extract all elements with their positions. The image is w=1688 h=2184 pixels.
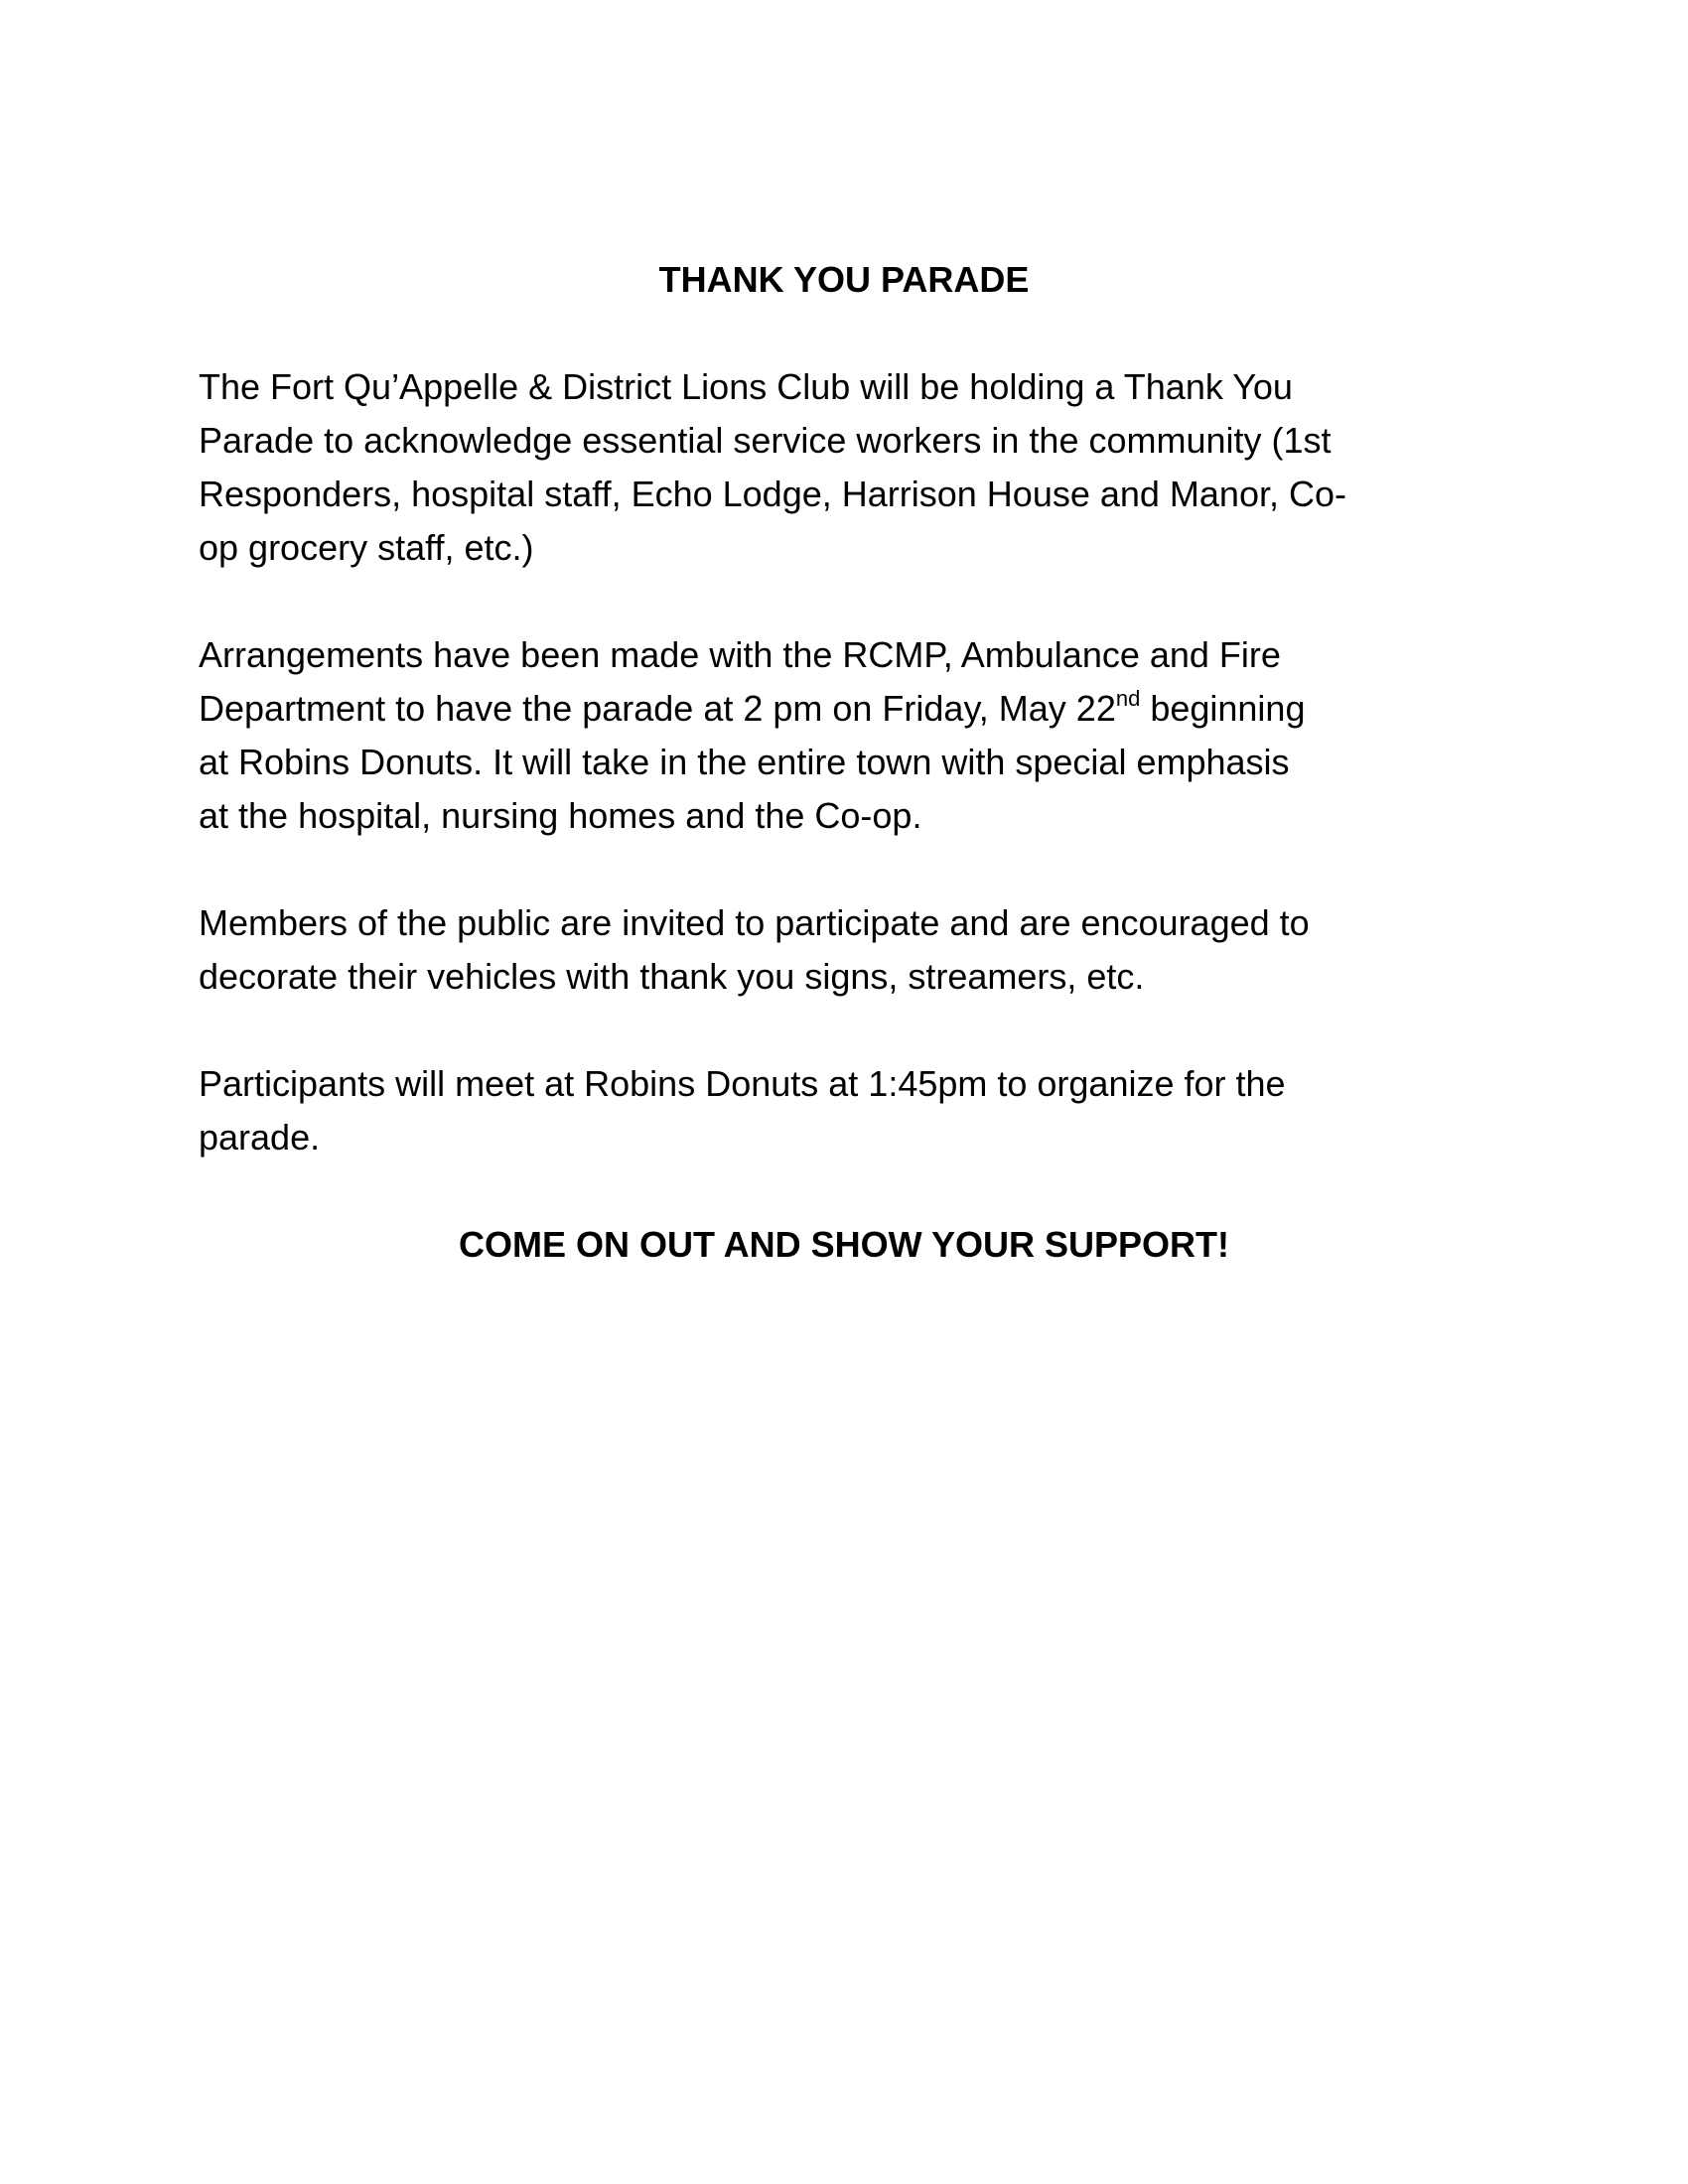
paragraph-line: op grocery staff, etc.) [199,527,534,568]
paragraph-line: decorate their vehicles with thank you signs, streamers, etc. [199,956,1145,997]
date-text: Department to have the parade at 2 pm on Friday, May 22 [199,688,1116,729]
ordinal-suffix: nd [1115,686,1141,711]
document-body [199,253,1489,1272]
paragraph-announcement [199,360,1489,575]
spacer [199,1164,1489,1218]
spacer [199,307,1489,360]
paragraph-line [199,682,1489,736]
spacer [199,843,1489,896]
paragraph-invitation [199,896,1489,1004]
paragraph-meeting [199,1057,1489,1164]
paragraph-line: Participants will meet at Robins Donuts at 1:45pm to organize for the [199,1063,1286,1104]
paragraph-line: Arrangements have been made with the RCMP, Ambulance and Fire [199,634,1281,675]
paragraph-line: parade. [199,1117,321,1158]
paragraph-line: at Robins Donuts. It will take in the entire town with special emphasis [199,742,1290,782]
paragraph-line: The Fort Qu’Appelle & District Lions Club will be holding a Thank You [199,366,1293,407]
date-text-after: beginning [1140,688,1306,729]
paragraph-line: Responders, hospital staff, Echo Lodge, Harrison House and Manor, Co- [199,474,1346,514]
paragraph-line: Parade to acknowledge essential service workers in the community (1st [199,420,1332,461]
spacer [199,1004,1489,1057]
spacer [199,575,1489,628]
document-title: THANK YOU PARADE [658,259,1030,300]
paragraph-line: at the hospital, nursing homes and the Co-op. [199,795,922,836]
closing-callout: COME ON OUT AND SHOW YOUR SUPPORT! [458,1224,1230,1265]
paragraph-arrangements [199,628,1489,843]
paragraph-line: Members of the public are invited to participate and are encouraged to [199,902,1310,943]
